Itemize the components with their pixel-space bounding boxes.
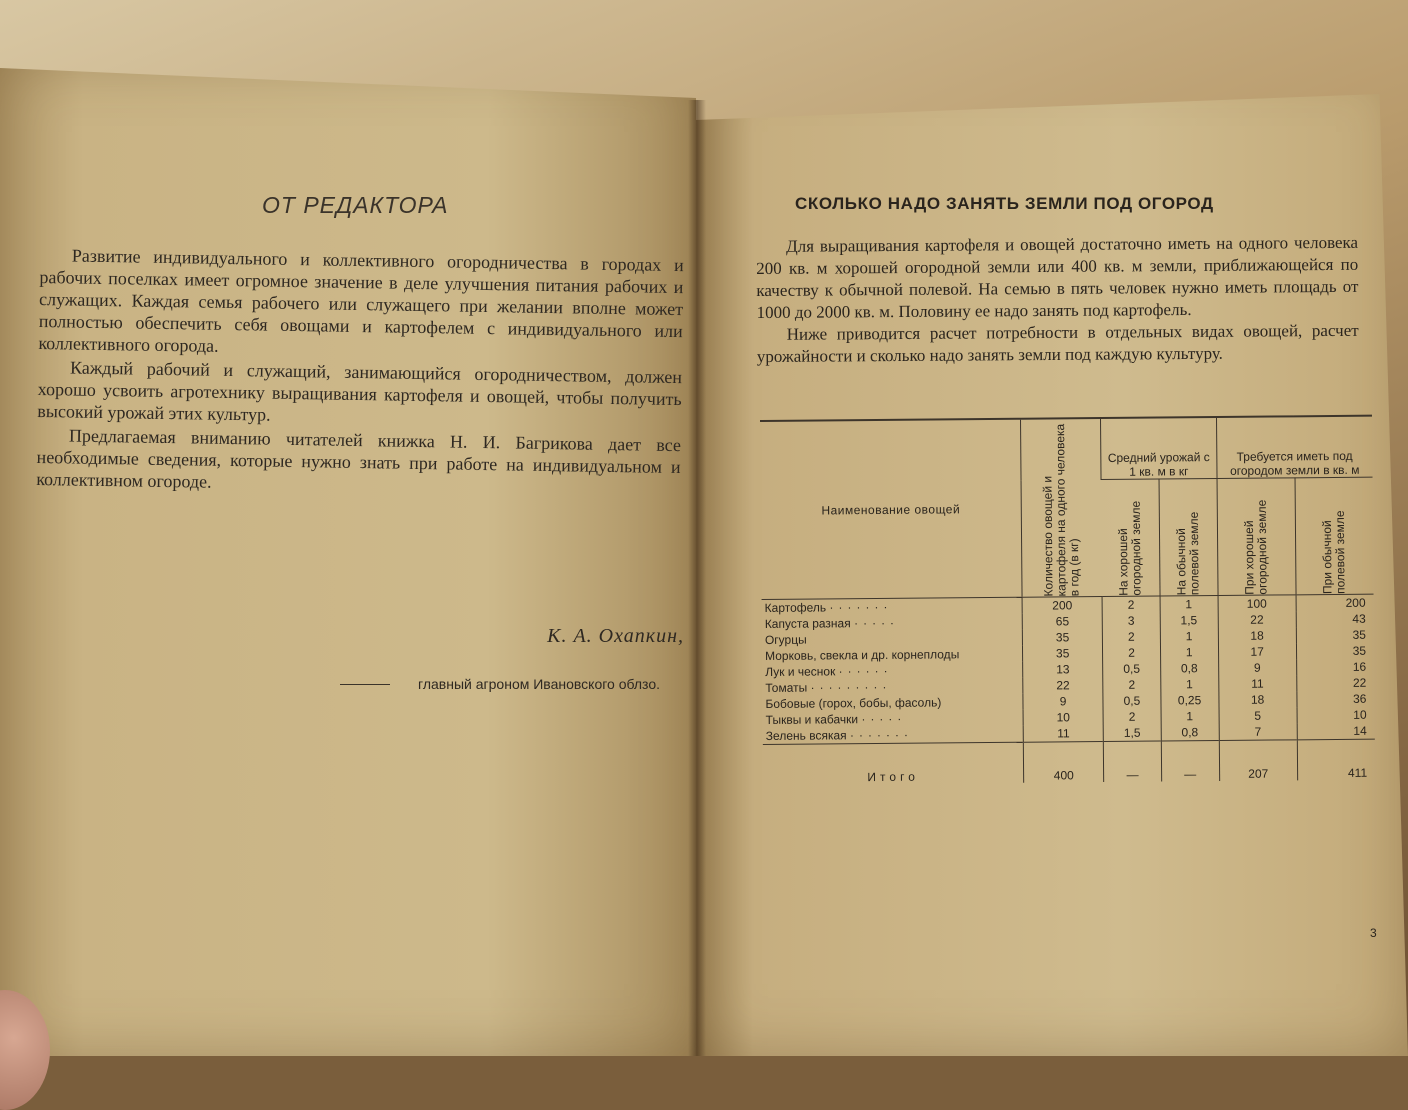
total-qty: 400 [1023, 742, 1104, 783]
row-area-field: 35 [1296, 643, 1374, 660]
row-area-good: 5 [1219, 707, 1297, 724]
row-yield-field: 1 [1160, 644, 1218, 661]
row-area-field: 35 [1296, 627, 1374, 644]
page-number: 3 [1370, 926, 1377, 940]
header-area-good: При хорошей огородной земле [1242, 499, 1270, 595]
leader-dots: ········· [810, 679, 892, 695]
row-yield-field: 1 [1160, 596, 1218, 613]
signature-name: К. А. Охапкин, [547, 625, 684, 647]
header-area-field-cell [1295, 477, 1374, 595]
leader-dots: ······ [838, 663, 893, 679]
row-area-field: 14 [1297, 723, 1375, 740]
row-area-good: 7 [1219, 723, 1297, 740]
row-area-field: 16 [1296, 659, 1374, 676]
table-total-row [763, 739, 1375, 785]
row-name-text: Капуста разная [764, 616, 851, 631]
row-qty: 35 [1022, 629, 1102, 646]
leader-dots: ······· [849, 727, 913, 743]
header-area-field: При обычной полевой земле [1320, 510, 1348, 595]
leader-dots: ····· [861, 711, 907, 727]
total-area-field: 411 [1297, 739, 1375, 780]
row-qty: 200 [1022, 597, 1102, 614]
row-qty: 13 [1023, 661, 1103, 678]
header-quantity: Количество овощей и картофеля на одного человека в год (в кг) [1040, 423, 1082, 597]
row-yield-good: 0,5 [1103, 693, 1161, 710]
paragraph: Предлагаемая вниманию читателей книжка Н. И. Багрикова дает все необходимые сведения, которые нужно знать при работе на индивидуальном и коллективном огороде. [36, 425, 682, 492]
header-yield-group: Средний урожай с 1 кв. м в кг [1101, 417, 1217, 480]
row-area-field: 22 [1296, 675, 1374, 692]
row-yield-field: 1 [1161, 708, 1219, 725]
row-qty: 35 [1023, 645, 1103, 662]
row-name-text: Тыквы и кабачки [765, 712, 859, 727]
row-yield-field: 1,5 [1160, 612, 1218, 629]
paragraph: Для выращивания картофеля и овощей достаточно иметь на одного человека 200 кв. м хорошей огородной земли или 400 кв. м земли, приближающейся по качеству к обычной полевой. На семью в пять человек нужно иметь площадь от 1000 до 2000 кв. м. Половину ее надо занять под картофель. [756, 232, 1359, 322]
left-page-title: ОТ РЕДАКТОРА [262, 192, 449, 218]
header-quantity-cell [1021, 418, 1103, 597]
vegetable-table [760, 415, 1375, 785]
row-yield-good: 2 [1102, 596, 1160, 613]
row-area-field: 200 [1296, 594, 1374, 611]
row-name-text: Зелень всякая [765, 728, 847, 743]
header-name: Наименование овощей [760, 419, 1022, 600]
row-yield-field: 0,25 [1161, 692, 1219, 709]
row-yield-good: 2 [1103, 645, 1161, 662]
row-yield-good: 1,5 [1103, 725, 1161, 742]
header-area-group: Требуется иметь под огородом земли в кв. м [1216, 416, 1372, 479]
total-label: Итого [763, 742, 1024, 785]
row-qty: 10 [1023, 709, 1103, 726]
right-page-body [756, 232, 1359, 368]
row-yield-field: 1 [1160, 676, 1218, 693]
row-yield-field: 0,8 [1160, 660, 1218, 677]
row-area-good: 17 [1218, 643, 1296, 660]
row-yield-field: 1 [1160, 628, 1218, 645]
row-yield-good: 2 [1103, 709, 1161, 726]
signature-role: главный агроном Ивановского облзо. [418, 676, 660, 692]
vegetable-table-wrap [760, 415, 1384, 936]
row-area-field: 43 [1296, 611, 1374, 628]
row-area-good: 11 [1218, 675, 1296, 692]
row-name-text: Лук и чеснок [765, 664, 836, 679]
row-area-good: 100 [1218, 595, 1296, 612]
row-name-text: Бобовые (горох, бобы, фасоль) [765, 695, 942, 711]
row-qty: 22 [1023, 677, 1103, 694]
row-yield-good: 3 [1102, 613, 1160, 630]
header-yield-field: На обычной полевой земле [1174, 511, 1202, 596]
row-name-text: Огурцы [764, 632, 807, 647]
row-yield-good: 0,5 [1103, 661, 1161, 678]
header-yield-good: На хорошей огородной земле [1116, 500, 1144, 596]
row-name-text: Морковь, свекла и др. корнеплоды [764, 647, 960, 663]
paragraph: Ниже приводится расчет потребности в отдельных видах овощей, расчет урожайности и сколько надо занять земли под каждую культуру. [756, 320, 1359, 366]
row-yield-good: 2 [1103, 629, 1161, 646]
row-area-good: 18 [1218, 691, 1296, 708]
leader-dots: ····· [853, 615, 900, 631]
row-area-good: 22 [1218, 611, 1296, 628]
vegetable-table-body [762, 594, 1376, 785]
header-yield-good-cell [1101, 479, 1159, 596]
row-area-good: 9 [1218, 659, 1296, 676]
leader-dots: ······· [829, 599, 893, 615]
row-yield-field: 0,8 [1161, 724, 1219, 741]
row-qty: 65 [1022, 613, 1102, 630]
row-name-text: Картофель [764, 600, 827, 615]
left-page-body [36, 244, 684, 502]
row-area-good: 18 [1218, 627, 1296, 644]
book-gutter [688, 100, 706, 1056]
row-yield-good: 2 [1103, 677, 1161, 694]
row-qty: 9 [1023, 693, 1103, 710]
total-yield-good: — [1104, 741, 1162, 782]
separator-dash [340, 684, 390, 685]
total-area-good: 207 [1219, 740, 1298, 781]
right-page-title: СКОЛЬКО НАДО ЗАНЯТЬ ЗЕМЛИ ПОД ОГОРОД [795, 194, 1214, 213]
row-area-field: 10 [1297, 707, 1375, 724]
paragraph: Развитие индивидуального и коллективного огородничества в городах и рабочих поселках имеет огромное значение в деле улучшения питания рабочих и служащих. Каждая семья рабочего или служащего при желании вполне может полностью обеспечить себя овощами и картофелем с индивидуального или коллективного огорода. [38, 245, 684, 356]
header-yield-field-cell [1159, 479, 1218, 597]
paragraph: Каждый рабочий и служащий, занимающийся огородничеством, должен хорошо усвоить агротехнику выращивания картофеля и овощей, чтобы получить высокий урожай этих культур. [37, 357, 683, 425]
row-area-field: 36 [1297, 691, 1375, 708]
row-name-text: Томаты [765, 680, 808, 695]
row-qty: 11 [1023, 725, 1103, 742]
header-area-good-cell [1217, 478, 1296, 596]
total-yield-field: — [1161, 741, 1219, 782]
